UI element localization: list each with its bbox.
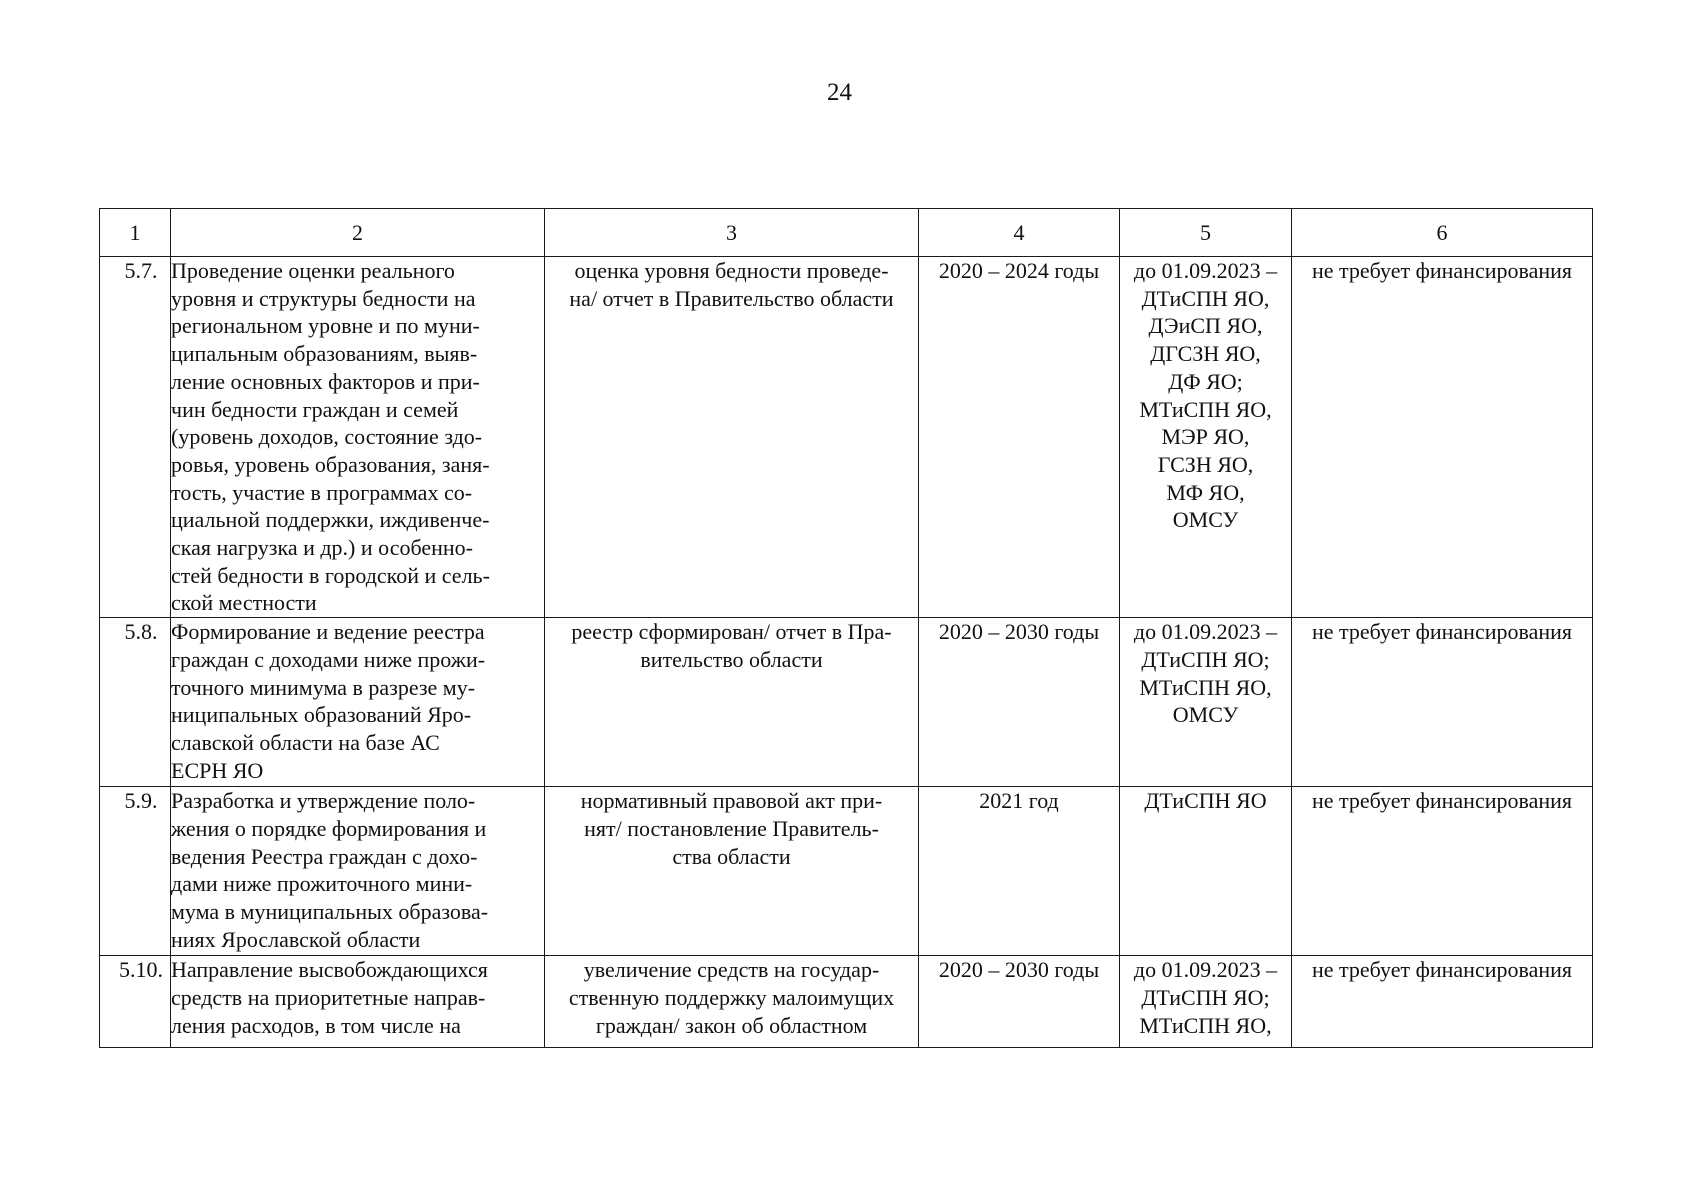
period-cell xyxy=(919,257,1120,618)
executor-cell xyxy=(1120,618,1292,787)
financing-cell xyxy=(1292,787,1593,956)
item-number: 5.8. xyxy=(124,619,158,645)
page-number: 24 xyxy=(827,79,852,106)
item-number-cell xyxy=(100,618,171,787)
expected-result-cell xyxy=(545,618,919,787)
period: 2020 – 2024 годы xyxy=(938,258,1100,283)
measure-description-cell xyxy=(171,618,545,787)
period-cell xyxy=(919,956,1120,1048)
executor: ДТиСПН ЯО xyxy=(1144,788,1267,814)
measure-description-cell xyxy=(171,956,545,1048)
table-row xyxy=(100,956,1593,1048)
expected-result: оценка уровня бедности проведе- на/ отчет в Правительство области xyxy=(569,258,894,311)
measures-table xyxy=(99,208,1593,1048)
financing-cell xyxy=(1292,257,1593,618)
expected-result-cell xyxy=(545,787,919,956)
column-header-6: 6 xyxy=(1292,209,1593,257)
column-header-4: 4 xyxy=(919,209,1120,257)
item-number: 5.10. xyxy=(119,957,163,983)
executor: до 01.09.2023 – ДТиСПН ЯО; МТиСПН ЯО, ОМСУ xyxy=(1133,619,1278,728)
table-row xyxy=(100,618,1593,787)
expected-result-cell xyxy=(545,257,919,618)
financing-cell xyxy=(1292,956,1593,1048)
expected-result: реестр сформирован/ отчет в Пра- вительство области xyxy=(571,619,892,672)
item-number-cell xyxy=(100,956,171,1048)
executor-cell xyxy=(1120,787,1292,956)
table-row xyxy=(100,257,1593,618)
measure-description: Формирование и ведение реестра граждан с доходами ниже прожи- точного минимума в разрезе му- ниципальных образований Яро- славской области на базе АС ЕСРН ЯО xyxy=(171,619,486,783)
measure-description-cell xyxy=(171,257,545,618)
column-header-3: 3 xyxy=(545,209,919,257)
measure-description-cell xyxy=(171,787,545,956)
column-header-1: 1 xyxy=(100,209,171,257)
financing: не требует финансирования xyxy=(1311,957,1573,983)
expected-result-cell xyxy=(545,956,919,1048)
item-number-cell xyxy=(100,787,171,956)
financing: не требует финансирования xyxy=(1311,258,1573,283)
table-header-row xyxy=(100,209,1593,257)
financing: не требует финансирования xyxy=(1311,619,1573,645)
item-number-cell xyxy=(100,257,171,618)
executor: до 01.09.2023 – ДТиСПН ЯО, ДЭиСП ЯО, ДГСЗН ЯО, ДФ ЯО; МТиСПН ЯО, МЭР ЯО, ГСЗН ЯО, МФ ЯО, ОМСУ xyxy=(1133,258,1278,533)
measure-description: Разработка и утверждение поло- жения о порядке формирования и ведения Реестра граждан с дохо- дами ниже прожиточного мини- мума в муниципальных образова- ниях Ярославской области xyxy=(171,788,489,952)
column-header-5: 5 xyxy=(1120,209,1292,257)
expected-result: увеличение средств на государ- ственную поддержку малоимущих граждан/ закон об областном xyxy=(568,957,895,1038)
item-number: 5.7. xyxy=(124,258,158,283)
executor-cell xyxy=(1120,257,1292,618)
measure-description: Направление высвобождающихся средств на приоритетные направ- ления расходов, в том числе на xyxy=(171,957,488,1038)
financing-cell xyxy=(1292,618,1593,787)
period-cell xyxy=(919,787,1120,956)
measure-description: Проведение оценки реального уровня и структуры бедности на региональном уровне и по муни- ципальным образованиям, выяв- ление основных факторов и при- чин бедности граждан и семей (уровень доходов, состояние здо- ровья, уровень образования, заня- тость, участие в программах со- циальной поддержки, иждивенче- ская нагрузка и др.) и особенно- стей бедности в городской и сель- ской местности xyxy=(171,258,490,616)
executor: до 01.09.2023 – ДТиСПН ЯО; МТиСПН ЯО, xyxy=(1133,957,1278,1038)
financing: не требует финансирования xyxy=(1311,788,1573,814)
period: 2020 – 2030 годы xyxy=(938,957,1100,983)
period: 2020 – 2030 годы xyxy=(938,619,1100,645)
period: 2021 год xyxy=(979,788,1059,814)
executor-cell xyxy=(1120,956,1292,1048)
table-row xyxy=(100,787,1593,956)
column-header-2: 2 xyxy=(171,209,545,257)
expected-result: нормативный правовой акт при- нят/ постановление Правитель- ства области xyxy=(580,788,883,869)
period-cell xyxy=(919,618,1120,787)
item-number: 5.9. xyxy=(124,788,158,814)
